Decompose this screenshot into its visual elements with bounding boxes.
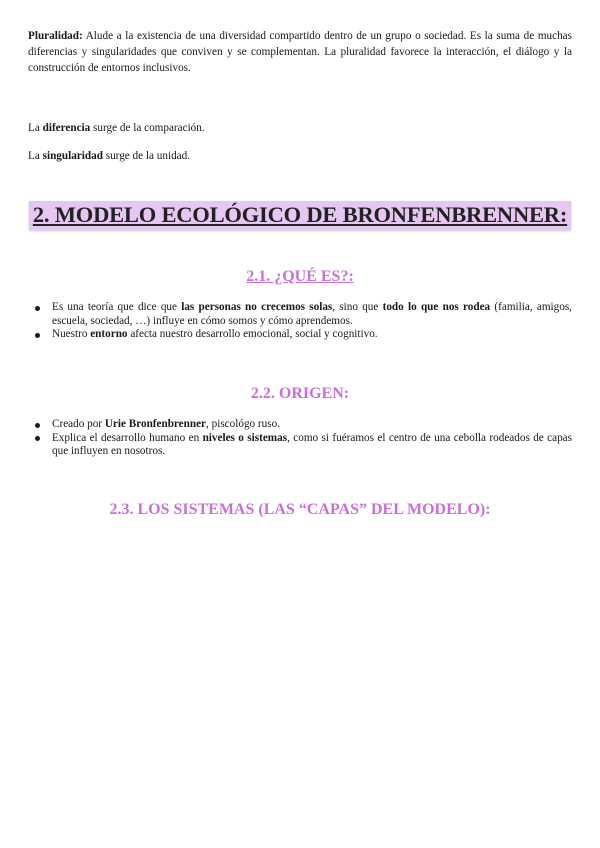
item-bold: Urie Bronfenbrenner <box>104 418 207 430</box>
singularidad-post: surge de la unidad. <box>102 150 191 162</box>
item-bold: niveles o sistemas <box>202 431 288 444</box>
singularidad-term: singularidad <box>42 150 103 162</box>
diferencia-post: surge de la comparación. <box>90 122 205 134</box>
list-item <box>28 432 572 459</box>
section-que-list <box>28 301 572 342</box>
bullet-icon <box>35 333 40 338</box>
item-text: Creado por <box>52 418 105 430</box>
item-text: , como si fuéramos el centro de una cebolla rodeados de capas que influyen en nosotros. <box>52 431 573 457</box>
item-text: , piscológo ruso. <box>206 418 280 430</box>
pluralidad-term: Pluralidad: <box>28 30 83 42</box>
main-heading: 2. MODELO ECOLÓGICO DE BRONFENBRENNER: <box>29 201 571 230</box>
bullet-icon <box>35 436 40 441</box>
list-item <box>28 328 572 342</box>
item-text: afecta nuestro desarrollo emocional, social y cognitivo. <box>127 328 378 340</box>
pluralidad-text: Alude a la existencia de una diversidad compartido dentro de un grupo o sociedad. Es la suma de muchas diferencias y singularidades que conviven y se complementan. La pluralidad favorece la interacción, el diálogo y la construcción de entornos inclusivos. <box>28 30 572 74</box>
item-text: Es una teoría que dice que <box>52 301 182 313</box>
section-que-title: 2.1. ¿QUÉ ES?: <box>246 268 354 285</box>
list-item <box>28 301 572 328</box>
item-text: (familia, amigos, escuela, sociedad, …) influye en cómo somos y cómo aprendemos. <box>52 301 572 327</box>
item-text: Nuestro <box>52 328 91 340</box>
bullet-icon <box>35 423 40 428</box>
item-bold: todo lo que nos rodea <box>382 301 491 313</box>
pluralidad-paragraph <box>28 28 572 76</box>
item-bold: entorno <box>90 328 128 340</box>
singularidad-paragraph <box>28 148 572 164</box>
item-bold: las personas no crecemos solas <box>181 301 333 313</box>
section-origen-list <box>28 418 572 459</box>
list-item <box>28 418 572 432</box>
section-sistemas-title: 2.3. LOS SISTEMAS (LAS “CAPAS” DEL MODELO): <box>109 501 491 518</box>
diferencia-pre: La <box>28 122 43 134</box>
bullet-icon <box>35 306 40 311</box>
item-text: , sino que <box>332 301 383 313</box>
main-heading-wrap <box>0 201 600 230</box>
singularidad-pre: La <box>28 150 43 162</box>
diferencia-term: diferencia <box>42 122 91 134</box>
diferencia-paragraph <box>28 120 572 136</box>
section-origen-title: 2.2. ORIGEN: <box>250 385 350 402</box>
item-text: Explica el desarrollo humano en <box>52 431 203 444</box>
